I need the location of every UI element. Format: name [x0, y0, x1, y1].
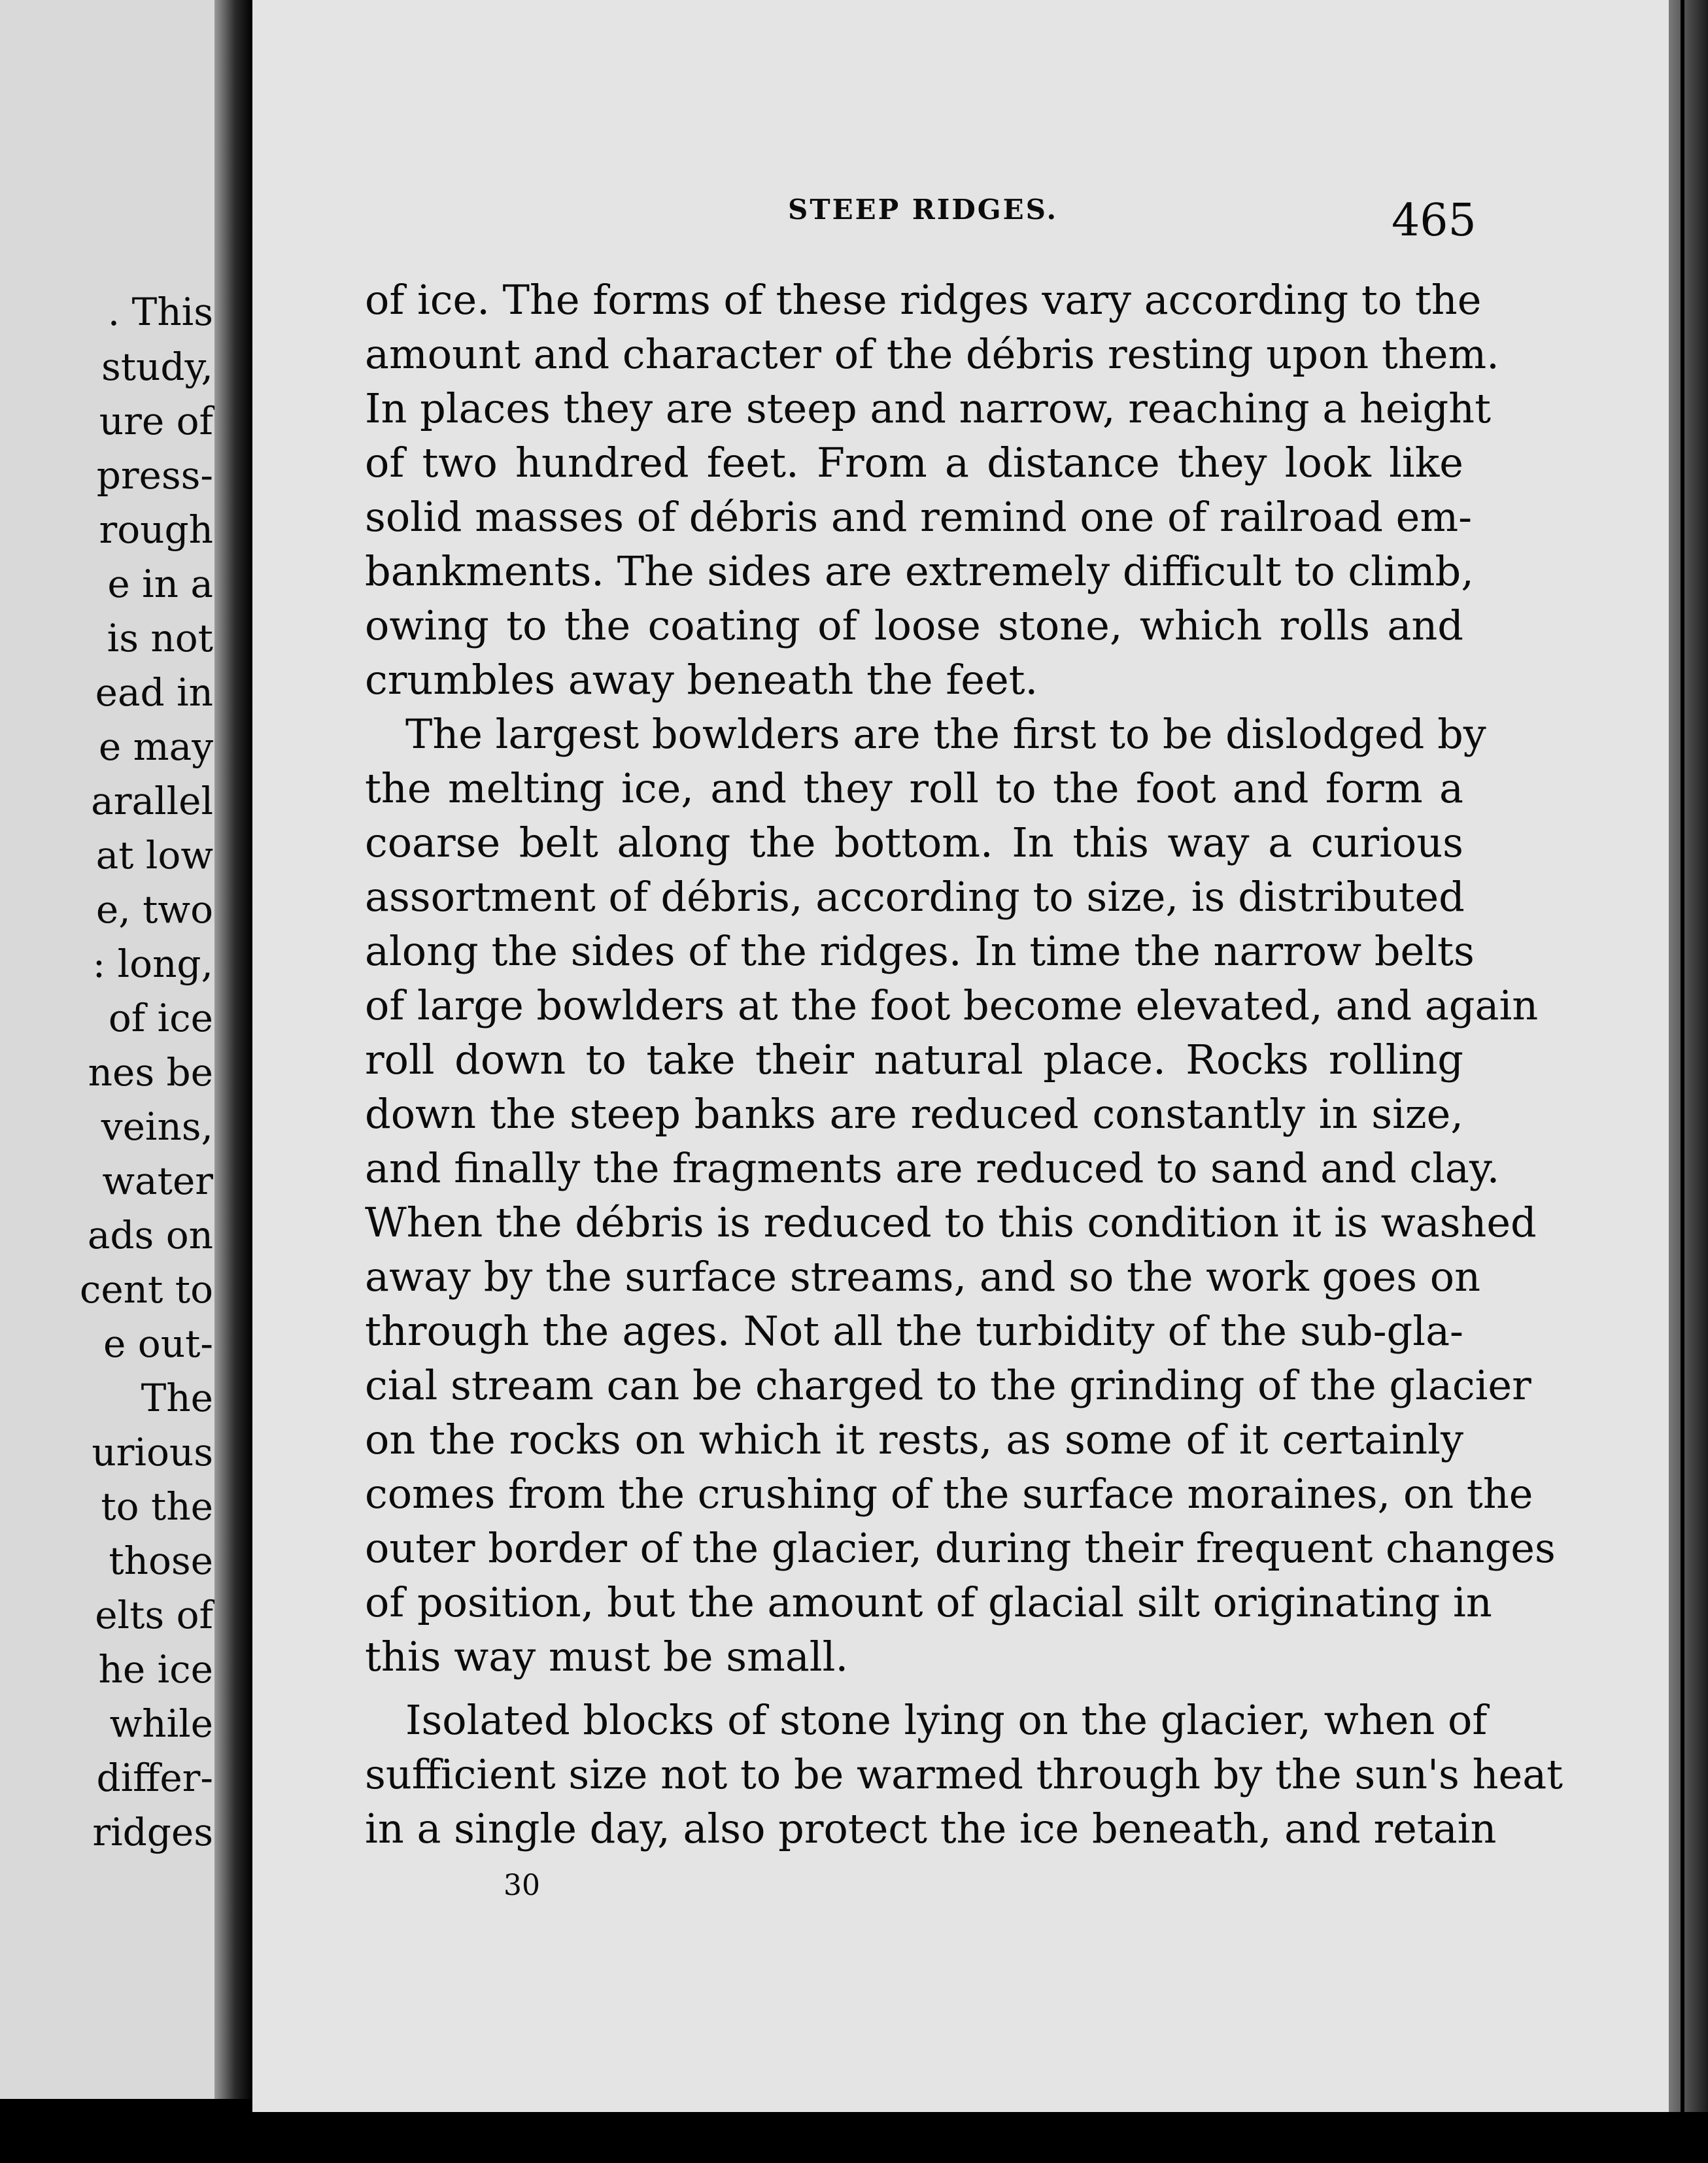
left-page-line: e out-	[103, 1321, 213, 1366]
left-page-line: to the	[101, 1484, 213, 1529]
text-line: assortment of débris, according to size, is distributed	[365, 873, 1465, 921]
text-line: outer border of the glacier, during their frequent changes	[365, 1524, 1556, 1572]
text-line: through the ages. Not all the turbidity of the sub-gla-	[365, 1307, 1463, 1355]
text-line: on the rocks on which it rests, as some of it certainly	[365, 1416, 1463, 1463]
book-gutter	[214, 0, 252, 2099]
left-page-line: differ-	[96, 1756, 213, 1800]
text-line: comes from the crushing of the surface moraines, on the	[365, 1470, 1533, 1518]
left-page-line: press-	[96, 453, 213, 498]
text-line: in a single day, also protect the ice beneath, and retain	[365, 1805, 1497, 1852]
text-line: roll down to take their natural place. Rocks rolling	[365, 1036, 1463, 1083]
left-page-line: of ice	[108, 996, 213, 1040]
text-line: owing to the coating of loose stone, which rolls and	[365, 602, 1463, 649]
left-page-line: urious	[92, 1430, 213, 1474]
left-page-line: e may	[98, 724, 213, 769]
text-line: the melting ice, and they roll to the foot and form a	[365, 764, 1463, 812]
text-line: amount and character of the débris resting upon them.	[365, 330, 1499, 378]
left-page-line: ure of	[99, 399, 213, 443]
text-line: away by the surface streams, and so the work goes on	[365, 1253, 1481, 1301]
text-line: along the sides of the ridges. In time the narrow belts	[365, 927, 1475, 975]
text-line: The largest bowlders are the first to be dislodged by	[405, 710, 1486, 758]
left-page-line: . This	[107, 290, 213, 334]
left-page-line: ead in	[95, 670, 213, 715]
text-line: sufficient size not to be warmed through by the sun's heat	[365, 1750, 1563, 1798]
left-page-line: while	[109, 1701, 213, 1746]
left-page-line: study,	[101, 345, 213, 389]
left-page-line: The	[141, 1376, 213, 1420]
left-page-line: cent to	[79, 1267, 213, 1312]
text-line: cial stream can be charged to the grinding of the glacier	[365, 1361, 1531, 1409]
text-line: coarse belt along the bottom. In this way a curious	[365, 819, 1463, 866]
text-line: When the débris is reduced to this condition it is washed	[365, 1199, 1537, 1246]
text-line: of position, but the amount of glacial silt originating in	[365, 1578, 1492, 1626]
left-page-line: : long,	[92, 942, 213, 986]
text-line: Isolated blocks of stone lying on the glacier, when of	[405, 1696, 1488, 1744]
text-line: of two hundred feet. From a distance they look like	[365, 439, 1463, 486]
left-page-line: rough	[99, 507, 213, 552]
text-line: of ice. The forms of these ridges vary according to the	[365, 276, 1482, 324]
text-line: down the steep banks are reduced constantly in size,	[365, 1090, 1463, 1138]
left-page-line: those	[109, 1539, 213, 1583]
left-page-line: arallel	[91, 779, 213, 823]
page-edge	[1669, 0, 1708, 2112]
text-line: and finally the fragments are reduced to sand and clay.	[365, 1144, 1500, 1192]
running-head: STEEP RIDGES.	[788, 194, 1059, 226]
text-line: bankments. The sides are extremely difficult to climb,	[365, 547, 1474, 595]
left-page-line: e, two	[95, 887, 213, 932]
left-page-fragment	[0, 0, 230, 2099]
left-page-line: veins,	[101, 1104, 213, 1149]
left-page-line: he ice	[98, 1647, 213, 1692]
page-edge-rule	[1681, 0, 1684, 2112]
text-line: of large bowlders at the foot become elevated, and again	[365, 981, 1539, 1029]
left-page-line: water	[102, 1159, 213, 1203]
left-page-line: e in a	[107, 562, 213, 606]
left-page-line: ads on	[87, 1213, 213, 1257]
left-page-line: ridges	[92, 1810, 213, 1854]
text-line: this way must be small.	[365, 1633, 849, 1680]
text-line: crumbles away beneath the feet.	[365, 656, 1038, 704]
left-page-line: nes be	[88, 1050, 213, 1095]
left-page-line: at low	[95, 833, 213, 877]
left-page-line: elts of	[95, 1593, 213, 1637]
text-line: solid masses of débris and remind one of railroad em-	[365, 493, 1473, 541]
left-page-line: is not	[107, 616, 213, 660]
signature-mark: 30	[504, 1869, 540, 1902]
text-line: In places they are steep and narrow, reaching a height	[365, 384, 1492, 432]
page-number: 465	[1392, 195, 1477, 247]
